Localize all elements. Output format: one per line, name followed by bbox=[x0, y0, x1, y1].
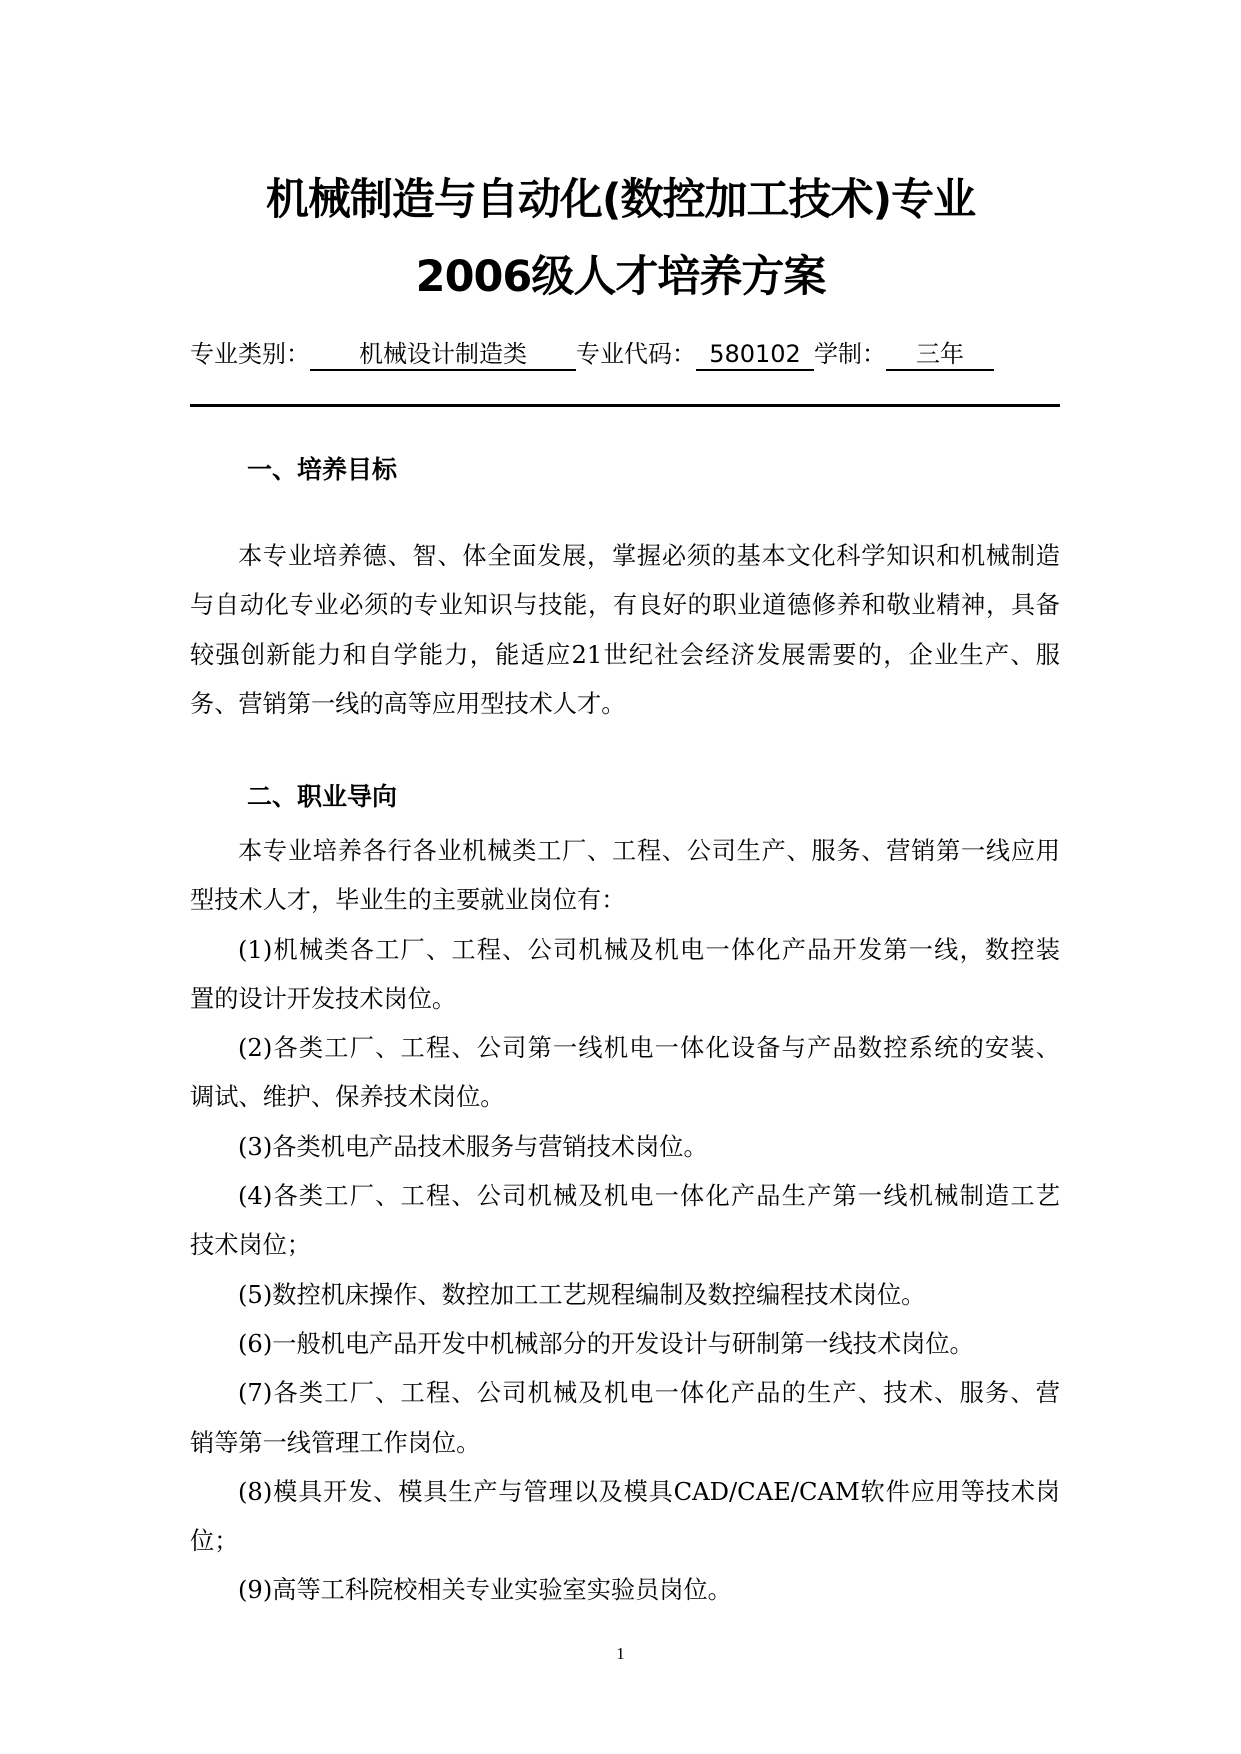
paragraph bbox=[190, 1468, 1060, 1567]
text-line: 较强创新能力和自学能力，能适应21世纪社会经济发展需要的，企业生产、服 bbox=[190, 640, 1060, 669]
text-line: (5)数控机床操作、数控加工工艺规程编制及数控编程技术岗位。 bbox=[238, 1280, 926, 1309]
text-line: 位； bbox=[190, 1527, 239, 1556]
text-line: 本专业培养德、智、体全面发展，掌握必须的基本文化科学知识和机械制造 bbox=[238, 542, 1060, 570]
paragraph bbox=[190, 1123, 1060, 1172]
paragraph bbox=[190, 1369, 1060, 1468]
text-line: 务、营销第一线的高等应用型技术人才。 bbox=[190, 689, 626, 718]
page-number: 1 bbox=[616, 1644, 625, 1663]
section-heading-objectives: 一、培养目标 bbox=[247, 455, 398, 484]
paragraph bbox=[190, 1320, 1060, 1369]
text-line: (8)模具开发、模具生产与管理以及模具CAD/CAE/CAM软件应用等技术岗 bbox=[238, 1477, 1060, 1506]
text-line: 与自动化专业必须的专业知识与技能，有良好的职业道德修养和敬业精神，具备 bbox=[190, 591, 1060, 620]
text-line: 调试、维护、保养技术岗位。 bbox=[190, 1083, 505, 1112]
program-info-line bbox=[190, 334, 1060, 371]
paragraph bbox=[190, 827, 1060, 926]
text-line: (7)各类工厂、工程、公司机械及机电一体化产品的生产、技术、服务、营 bbox=[238, 1379, 1060, 1408]
text-line: (3)各类机电产品技术服务与营销技术岗位。 bbox=[238, 1132, 708, 1161]
document-title-line-2: 2006级人才培养方案 bbox=[415, 252, 826, 302]
paragraph bbox=[190, 1566, 1060, 1615]
text-line: (9)高等工科院校相关专业实验室实验员岗位。 bbox=[238, 1576, 732, 1605]
code-label: 专业代码： bbox=[576, 340, 696, 368]
text-line: 置的设计开发技术岗位。 bbox=[190, 984, 457, 1013]
paragraph bbox=[190, 1172, 1060, 1271]
code-value: 580102 bbox=[696, 339, 814, 371]
text-line: (6)一般机电产品开发中机械部分的开发设计与研制第一线技术岗位。 bbox=[238, 1329, 974, 1358]
text-line: 本专业培养各行各业机械类工厂、工程、公司生产、服务、营销第一线应用 bbox=[238, 837, 1060, 865]
category-label: 专业类别： bbox=[190, 340, 310, 368]
duration-label: 学制： bbox=[814, 340, 886, 368]
paragraph bbox=[190, 532, 1060, 729]
text-line: 型技术人才，毕业生的主要就业岗位有： bbox=[190, 886, 626, 915]
section-heading-career: 二、职业导向 bbox=[247, 782, 398, 811]
text-line: 销等第一线管理工作岗位。 bbox=[190, 1428, 481, 1457]
paragraph bbox=[190, 1024, 1060, 1123]
text-line: (2)各类工厂、工程、公司第一线机电一体化设备与产品数控系统的安装、 bbox=[238, 1034, 1060, 1063]
document-title-line-1: 机械制造与自动化(数控加工技术)专业 bbox=[265, 175, 976, 225]
category-value: 机械设计制造类 bbox=[310, 339, 576, 371]
duration-value: 三年 bbox=[886, 339, 994, 371]
text-line: (4)各类工厂、工程、公司机械及机电一体化产品生产第一线机械制造工艺 bbox=[238, 1182, 1060, 1211]
header-divider bbox=[190, 404, 1060, 407]
paragraph bbox=[190, 926, 1060, 1025]
text-line: (1)机械类各工厂、工程、公司机械及机电一体化产品开发第一线，数控装 bbox=[238, 935, 1060, 964]
text-line: 技术岗位； bbox=[190, 1231, 311, 1260]
section-body-objectives bbox=[190, 532, 1060, 729]
paragraph bbox=[190, 1271, 1060, 1320]
section-body-career bbox=[190, 827, 1060, 1616]
